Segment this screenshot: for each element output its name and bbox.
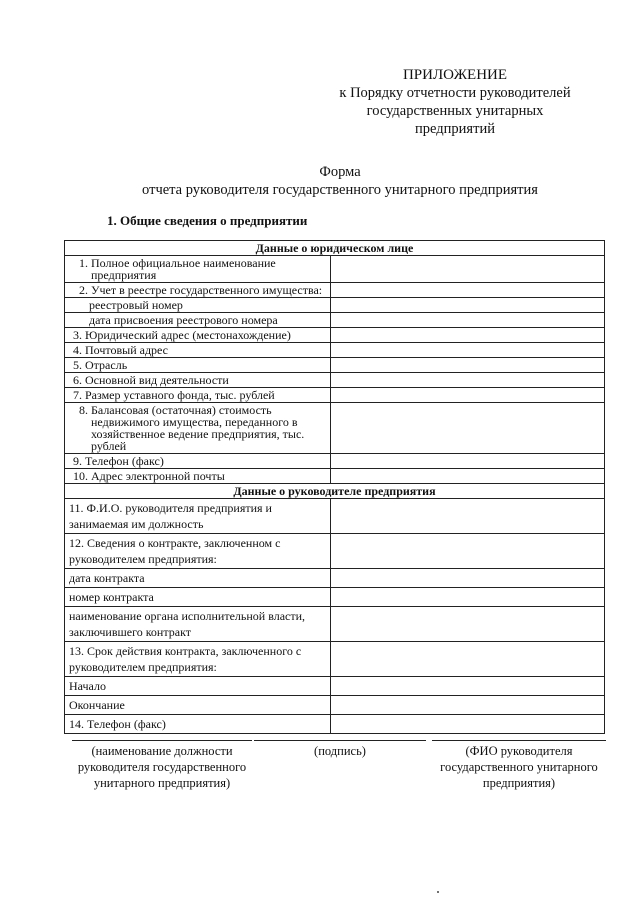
row-value-cell[interactable] — [331, 642, 605, 677]
form-title: Форма — [319, 164, 361, 180]
signature-line[interactable] — [254, 740, 426, 741]
row-label: 8. Балансовая (остаточная) стоимость недвижимого имущества, переданного в хозяйственное ведение предприятия, тыс. рублей — [65, 403, 331, 454]
row-label: 1. Полное официальное наименование предприятия — [65, 256, 331, 283]
signature-sign-block — [254, 740, 426, 759]
row-label: 13. Срок действия контракта, заключенного с руководителем предприятия: — [65, 642, 331, 677]
table-row — [65, 298, 605, 313]
name-caption: (ФИО руководителя государственного унитарного предприятия) — [440, 744, 598, 790]
row-value-cell[interactable] — [331, 343, 605, 358]
row-value-cell[interactable] — [331, 607, 605, 642]
table-row — [65, 313, 605, 328]
row-label: наименование органа исполнительной власти, заключившего контракт — [65, 607, 331, 642]
table-row — [65, 534, 605, 569]
table-row — [65, 454, 605, 469]
row-value-cell[interactable] — [331, 283, 605, 298]
row-label: 4. Почтовый адрес — [65, 343, 331, 358]
signature-name-block — [432, 740, 606, 791]
form-subtitle: отчета руководителя государственного унитарного предприятия — [142, 182, 538, 198]
table-row — [65, 283, 605, 298]
row-label: дата контракта — [65, 569, 331, 588]
annex-title: ПРИЛОЖЕНИЕ — [402, 67, 508, 83]
report-form-table — [64, 240, 605, 734]
row-label: номер контракта — [65, 588, 331, 607]
annex-header — [310, 66, 600, 138]
row-label: дата присвоения реестрового номера — [65, 313, 331, 328]
row-label: 6. Основной вид деятельности — [65, 373, 331, 388]
legal-entity-header: Данные о юридическом лице — [65, 241, 605, 256]
table-row — [65, 715, 605, 734]
row-value-cell[interactable] — [331, 588, 605, 607]
row-value-cell[interactable] — [331, 454, 605, 469]
row-label: 10. Адрес электронной почты — [65, 469, 331, 484]
table-row — [65, 343, 605, 358]
table-row — [65, 469, 605, 484]
row-value-cell[interactable] — [331, 499, 605, 534]
section-title: 1. Общие сведения о предприятии — [107, 213, 308, 228]
row-label: Окончание — [65, 696, 331, 715]
row-value-cell[interactable] — [331, 569, 605, 588]
table-row — [65, 588, 605, 607]
row-label: 11. Ф.И.О. руководителя предприятия и занимаемая им должность — [65, 499, 331, 534]
annex-line: предприятий — [415, 121, 495, 137]
row-value-cell[interactable] — [331, 373, 605, 388]
row-label: 2. Учет в реестре государственного имущества: — [65, 283, 331, 298]
table-row — [65, 256, 605, 283]
row-value-cell[interactable] — [331, 469, 605, 484]
row-value-cell[interactable] — [331, 677, 605, 696]
table-row — [65, 373, 605, 388]
row-label: 14. Телефон (факс) — [65, 715, 331, 734]
signature-caption: (подпись) — [314, 744, 366, 758]
row-label: 5. Отрасль — [65, 358, 331, 373]
table-row — [65, 569, 605, 588]
row-value-cell[interactable] — [331, 696, 605, 715]
table-section-header — [65, 241, 605, 256]
signature-line[interactable] — [72, 740, 252, 741]
manager-header: Данные о руководителе предприятия — [65, 484, 605, 499]
signature-line[interactable] — [432, 740, 606, 741]
row-label: 12. Сведения о контракте, заключенном с руководителем предприятия: — [65, 534, 331, 569]
table-row — [65, 388, 605, 403]
row-value-cell[interactable] — [331, 715, 605, 734]
row-value-cell[interactable] — [331, 534, 605, 569]
row-value-cell[interactable] — [331, 403, 605, 454]
row-label: 3. Юридический адрес (местонахождение) — [65, 328, 331, 343]
table-row — [65, 499, 605, 534]
table-row — [65, 403, 605, 454]
table-row — [65, 607, 605, 642]
signature-position-block — [72, 740, 252, 791]
row-label: реестровый номер — [65, 298, 331, 313]
row-label: Начало — [65, 677, 331, 696]
row-label: 9. Телефон (факс) — [65, 454, 331, 469]
table-section-header — [65, 484, 605, 499]
table-row — [65, 677, 605, 696]
table-row — [65, 358, 605, 373]
row-value-cell[interactable] — [331, 358, 605, 373]
annex-line: к Порядку отчетности руководителей — [339, 85, 571, 101]
row-value-cell[interactable] — [331, 313, 605, 328]
row-value-cell[interactable] — [331, 388, 605, 403]
scan-speck — [437, 891, 439, 893]
row-value-cell[interactable] — [331, 328, 605, 343]
table-row — [65, 328, 605, 343]
form-heading — [60, 163, 620, 199]
table-row — [65, 642, 605, 677]
row-value-cell[interactable] — [331, 256, 605, 283]
table-row — [65, 696, 605, 715]
row-value-cell[interactable] — [331, 298, 605, 313]
annex-line: государственных унитарных — [366, 103, 544, 119]
position-caption: (наименование должности руководителя государственного унитарного предприятия) — [77, 744, 247, 790]
row-label: 7. Размер уставного фонда, тыс. рублей — [65, 388, 331, 403]
